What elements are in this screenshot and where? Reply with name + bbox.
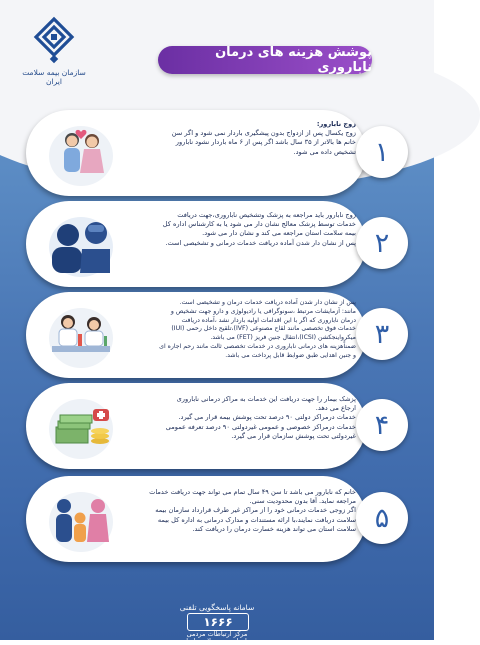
card-line: و جنین اهدایی طبق ضوابط قابل پرداخت می باشد. [225,351,356,359]
hotline-number: ۱۶۶۶ [187,613,249,631]
hotline-label: سامانه پاسخگویی تلفنی [179,603,255,612]
card-line: اگر زوجی خدمات درمانی خود را از مراکز غیر طرف قرارداد سازمان بیمه [155,506,356,515]
card-line: سلامت استان می تواند هزینه خسارت درمان را دریافت کند. [192,524,356,533]
logo-text: سازمان بیمه سلامت ایران [22,68,86,86]
card-line: پس از نشان دار شدن آماده دریافت خدمات درمان و تشخیصی است. [179,299,356,306]
money-icon [44,391,118,461]
info-card-4 [26,383,366,469]
step-number-5 [356,492,408,544]
card-line: زوج نابارور باید مراجعه به پزشک وتشخیص ناباروری،جهت دریافت [177,211,356,219]
card-line: ضمناًهزینه های درمانی ناباروری در خدمات تخصصی ثالث مانند رحم اجاره ای [159,342,356,350]
card-line: مراجعه نماید. آقا بدون محدودیت سنی. [249,497,356,506]
card-line: درمان ناباروری که اگر با این اقدامات اولیه باردار نشد ،آماده دریافت [181,316,356,324]
step-number-text: ۳ [374,318,390,350]
card-line: ارجاع می دهد. [315,404,356,413]
card-line: میکرواینجکشن (ICSI)،انتقال جنین فریز (FET) می باشد. [210,334,356,342]
card-line: تشخیص داده می شود. [293,147,356,156]
card-line: مانند: آزمایشات مرتبط ،سونوگرافی یا رادیولوژی و دارو جهت تشخیص و [170,307,356,315]
card-4-text [126,395,356,463]
step-number-2 [356,217,408,269]
step-number-text: ۴ [374,409,390,441]
card-line: زوج یکسال پس از ازدواج بدون پیشگیری باردار نمی شود و اگر سن [171,129,356,138]
info-card-5 [26,476,366,562]
card-line: سلامت دریافت نمایند،با ارائه مستندات و مدارک درمانی به اداره کل بیمه [157,515,356,524]
step-number-text: ۱ [374,136,390,168]
card-line: خدمات توسط پزشک معالج نشان دار می شود یا به کارشناس اداره کل [162,220,356,229]
organization-logo [14,16,94,86]
logo-emblem-icon [32,16,76,64]
card-line: خدمات درمراکز دولتی ۹۰ درصد تحت پوشش بیمه قرار می گیرد. [178,413,356,422]
step-number-1 [356,126,408,178]
page-title: پوشش هزینه های درمان ناباروری [158,46,372,74]
footer-org-line2: سازمان بیمه سلامت ایران [181,637,253,645]
info-card-1 [26,110,366,196]
card-line: زوج نابارور: [316,120,356,128]
card-line: خانم که نابارور می باشد تا سن ۴۹ سال تمام می تواند جهت دریافت خدمات [149,488,356,496]
card-5-text [126,488,356,556]
card-line: خانم ها بالاتر از ۳۵ سال باشد اگر پس از ۶ ماه باردار نشود نابارور [175,138,356,147]
card-line: پس از نشان دار شدن آماده دریافت خدمات درمانی و تشخیصی است. [165,238,356,247]
card-1-text [126,120,356,190]
card-line: غیردولتی تحت پوشش سازمان قرار می گیرد. [231,431,356,440]
card-line: پزشک بیمار را جهت دریافت این خدمات به مراکز درمانی ناباروری [176,395,356,403]
couple-icon [44,118,118,188]
step-number-3 [356,308,408,360]
card-line: خدمات درمراکز خصوصی و عمومی غیردولتی ۹۰ درصد تعرفه عمومی [165,422,356,431]
step-number-4 [356,399,408,451]
footer-org-line1: مرکز ارتباطات مردمی [186,630,248,638]
step-number-text: ۵ [374,502,390,534]
info-card-3 [26,292,366,378]
step-number-text: ۲ [374,227,390,259]
consultation-icon [44,209,118,279]
card-line: خدمات فوق تخصصی مانند لقاح مصنوعی (IVF)،تلقیح داخل رحمی (IUI) [171,325,356,333]
card-3-text [126,299,356,372]
card-2-text [126,211,356,281]
info-card-2 [26,201,366,287]
laboratory-icon [44,300,118,370]
card-line: بیمه سلامت استان مراجعه می کند و نشان دار می شود. [202,229,356,238]
family-icon [44,484,118,554]
